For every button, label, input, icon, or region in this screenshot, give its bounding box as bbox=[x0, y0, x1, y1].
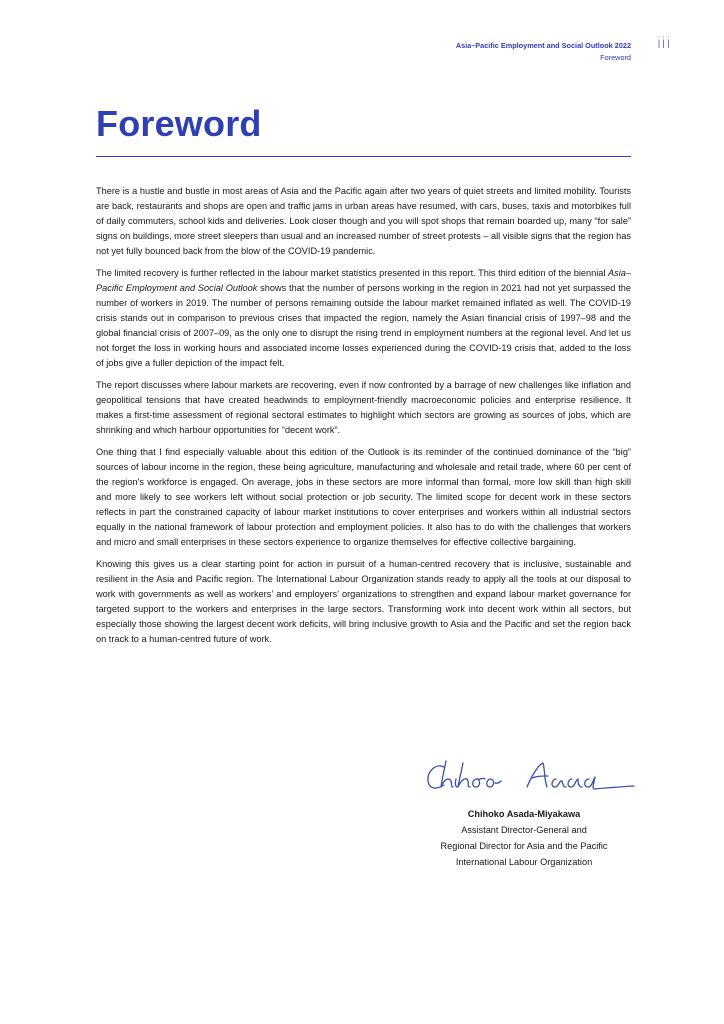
signatory-title-line-1: Assistant Director-General and bbox=[461, 825, 587, 835]
page-title: Foreword bbox=[96, 103, 262, 144]
running-header bbox=[456, 40, 631, 64]
report-title-italic: Asia–Pacific Employment and Social Outlook bbox=[96, 268, 631, 293]
publication-title: Asia–Pacific Employment and Social Outlook 2022 bbox=[455, 41, 631, 50]
handwritten-signature bbox=[422, 757, 642, 799]
paragraph-2-text-start: The limited recovery is further reflected in the labour market statistics presented in this report. This third edition of the biennial bbox=[96, 268, 609, 278]
page-number: iii bbox=[657, 34, 672, 52]
paragraph-2-text-end: shows that the number of persons working in the region in 2021 had not yet surpassed the number of workers in 2019. The number of persons remaining outside the labour market remained inflated as well. The COVID-19 crisis stands out in comparison to previous crises that impacted the region, namely the Asian financial crisis of 1997–98 and the global financial crisis of 2007–09, as the only one to disrupt the rising trend in employment numbers at the regional level. And let us not forget the loss in working hours and associated income losses experienced during the COVID-19 crisis that, added to the loss of jobs give a fuller depiction of the impact felt. bbox=[96, 283, 631, 368]
signatory-title-line-2: Regional Director for Asia and the Pacific bbox=[440, 841, 608, 851]
signatory-title-line-3: International Labour Organization bbox=[455, 857, 593, 867]
paragraph-1: There is a hustle and bustle in most areas of Asia and the Pacific again after two years of quiet streets and limited mobility. Tourists are back, restaurants and shops are open and traffic jams in urban areas have resumed, with cars, buses, taxis and motorbikes full of daily commuters, school kids and deliveries. Look closer though and you will spot shops that remain boarded up, many “for sale” signs on buildings, more street sleepers than usual and an increased number of street protests – all visible signs that the region has not yet fully bounced back from the blow of the COVID-19 pandemic. bbox=[96, 186, 631, 256]
paragraph-3: The report discusses where labour markets are recovering, even if now confronted by a barrage of new challenges like inflation and geopolitical tensions that have created headwinds to employment-friendly macroeconomic policies and enterprise resilience. It makes a first-time assessment of regional sectoral estimates to highlight which sectors are growing as sources of jobs, which are shrinking and which harbour opportunities for “decent work”. bbox=[96, 380, 631, 435]
paragraph-2 bbox=[96, 266, 631, 371]
signature-block bbox=[404, 806, 644, 870]
section-label: Foreword bbox=[600, 53, 631, 62]
paragraph-5: Knowing this gives us a clear starting point for action in pursuit of a human-centred recovery that is inclusive, sustainable and resilient in the Asia and Pacific region. The International Labour Organization stands ready to apply all the tools at our disposal to work with governments as well as workers’ and employers’ organizations to strengthen and expand labour market governance for targeted support to the workers and enterprises in the large sectors. Transforming work into decent work within all sectors, but especially those showing the largest decent work deficits, will bring inclusive growth to Asia and the Pacific and set the region back on track to a human-centred future of work. bbox=[96, 559, 631, 644]
signatory-name: Chihoko Asada-Miyakawa bbox=[467, 809, 581, 819]
paragraph-4: One thing that I find especially valuable about this edition of the Outlook is its reminder of the continued dominance of the “big” sources of labour income in the region, these being agriculture, manufacturing and wholesale and retail trade, where 60 per cent of the region’s workforce is engaged. On average, jobs in these sectors are more informal than formal, more low skill than high skill and more likely to see workers left without social protection or job security. The limited scope for decent work in these sectors reflects in part the constrained capacity of labour market institutions to cover enterprises and workers within all industrial sectors equally in the national framework of labour protection and employment policies. It also has to do with the challenges that workers and micro and small enterprises in these sectors experience to organize themselves for effective collective bargaining. bbox=[96, 447, 631, 547]
foreword-body bbox=[96, 184, 631, 654]
title-divider bbox=[96, 156, 631, 157]
